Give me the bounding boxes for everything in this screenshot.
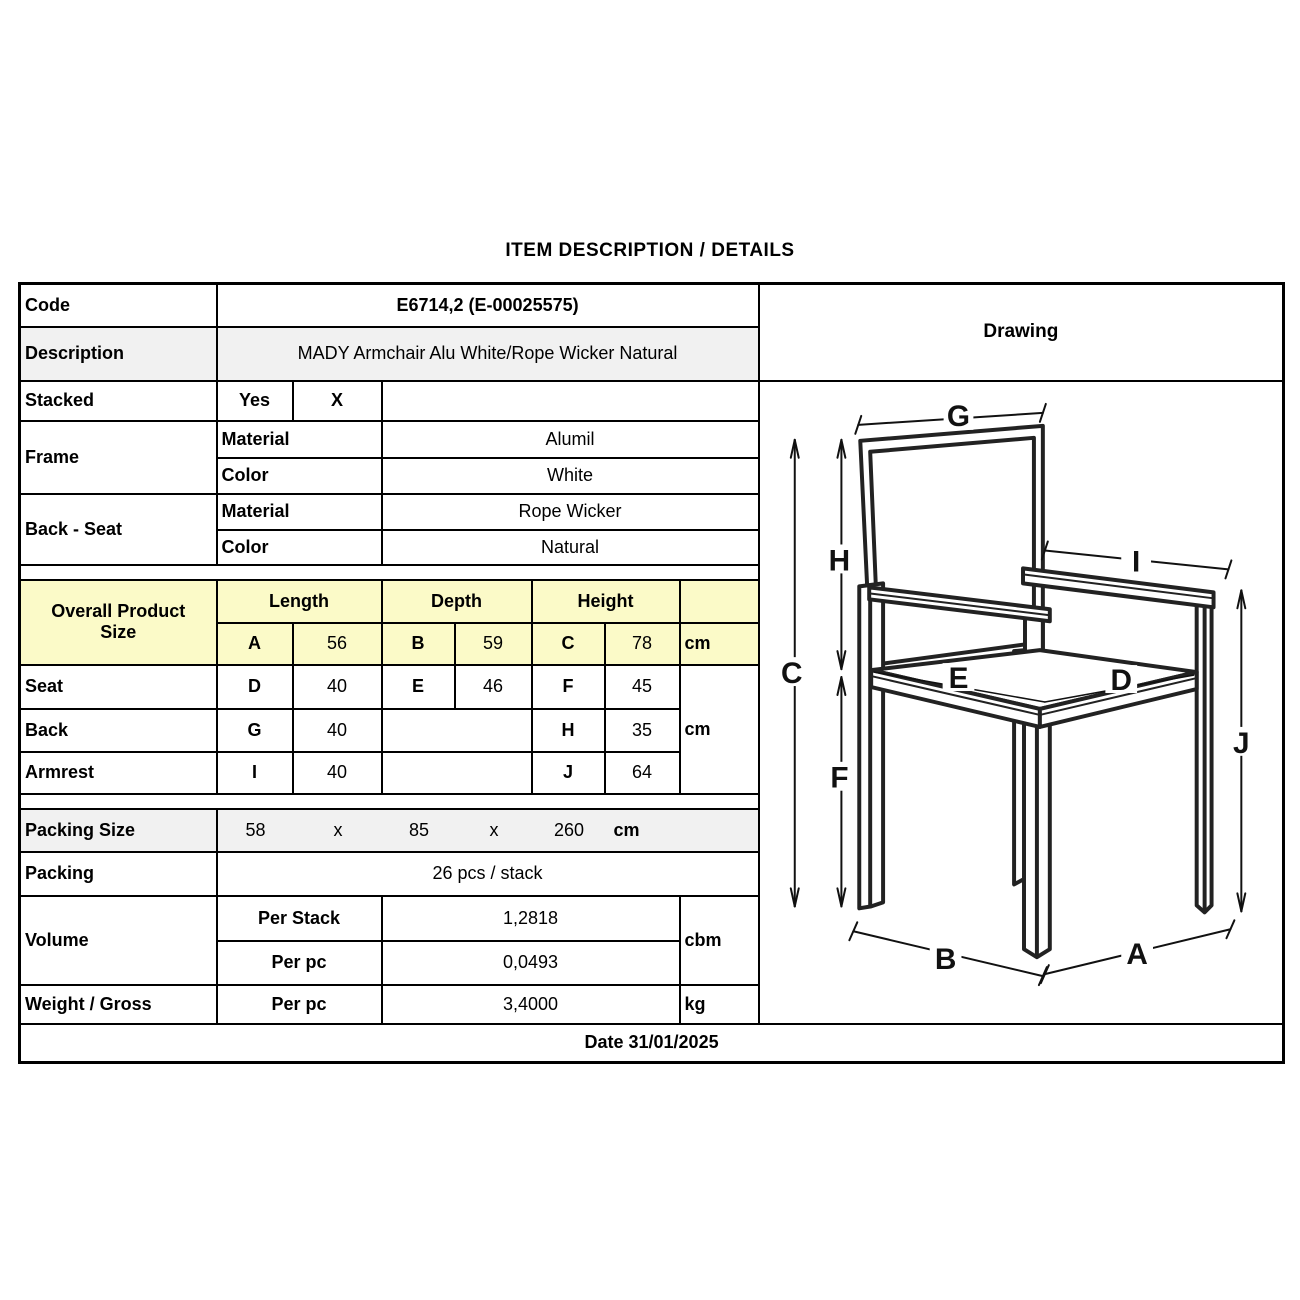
overall-height-key: C (532, 623, 605, 665)
backseat-material-value: Rope Wicker (382, 494, 759, 530)
size-block-unit: cm (680, 665, 759, 794)
packing-size-label: Packing Size (20, 809, 217, 852)
packing-size-v3: 260 (553, 819, 585, 840)
chair-back-outer (860, 425, 1043, 670)
spacer-row (20, 794, 759, 809)
volume-per-pc-value: 0,0493 (382, 941, 680, 985)
armrest-label: Armrest (20, 752, 217, 794)
seat-length-value: 40 (293, 665, 382, 709)
chair-right-armrest (1023, 568, 1214, 607)
weight-unit: kg (680, 985, 759, 1024)
depth-header: Depth (382, 580, 532, 623)
overall-size-label-line2: Size (100, 622, 137, 642)
packing-size-unit: cm (613, 819, 640, 840)
armrest-height-value: 64 (605, 752, 680, 794)
overall-length-value: 56 (293, 623, 382, 665)
armrest-height-key: J (532, 752, 605, 794)
stacked-label: Stacked (20, 381, 217, 421)
packing-size-x2: x (489, 819, 499, 840)
overall-length-key: A (217, 623, 293, 665)
armrest-length-key: I (217, 752, 293, 794)
dim-label-c: C (780, 656, 803, 690)
packing-size-x1: x (333, 819, 343, 840)
seat-length-key: D (217, 665, 293, 709)
volume-unit: cbm (680, 896, 759, 985)
dim-label-g: G (946, 399, 970, 433)
dim-label-i: I (1131, 544, 1140, 578)
seat-height-key: F (532, 665, 605, 709)
overall-height-value: 78 (605, 623, 680, 665)
dim-label-j: J (1232, 726, 1250, 760)
dim-label-e: E (948, 661, 969, 695)
stacked-option: Yes (217, 381, 293, 421)
stacked-empty-cell (382, 381, 759, 421)
armrest-empty-cell (382, 752, 532, 794)
volume-per-stack-label: Per Stack (217, 896, 382, 941)
dim-label-f: F (829, 761, 849, 795)
armrest-length-value: 40 (293, 752, 382, 794)
frame-material-label: Material (217, 421, 382, 458)
backseat-label: Back - Seat (20, 494, 217, 565)
overall-depth-value: 59 (455, 623, 532, 665)
seat-height-value: 45 (605, 665, 680, 709)
overall-size-label-line1: Overall Product (51, 601, 186, 622)
volume-label: Volume (20, 896, 217, 985)
dim-label-b: B (934, 942, 956, 976)
description-value: MADY Armchair Alu White/Rope Wicker Natural (217, 327, 759, 381)
back-label: Back (20, 709, 217, 752)
drawing-title: Drawing (759, 284, 1284, 381)
back-length-value: 40 (293, 709, 382, 752)
height-header: Height (532, 580, 680, 623)
weight-label: Weight / Gross (20, 985, 217, 1024)
back-length-key: G (217, 709, 293, 752)
drawing-cell (759, 381, 1284, 1024)
dim-label-d: D (1110, 663, 1132, 697)
stacked-mark: X (293, 381, 382, 421)
packing-size-values (217, 809, 759, 852)
weight-value: 3,4000 (382, 985, 680, 1024)
packing-size-v1: 58 (245, 819, 266, 840)
weight-per-pc-label: Per pc (217, 985, 382, 1024)
back-empty-cell (382, 709, 532, 752)
packing-size-v2: 85 (408, 819, 430, 840)
volume-per-pc-label: Per pc (217, 941, 382, 985)
packing-value: 26 pcs / stack (217, 852, 759, 896)
code-value: E6714,2 (E-00025575) (217, 284, 759, 327)
size-header-empty (680, 580, 759, 623)
page-title: ITEM DESCRIPTION / DETAILS (505, 240, 795, 261)
back-height-key: H (532, 709, 605, 752)
seat-depth-key: E (382, 665, 455, 709)
armchair-technical-drawing (764, 382, 1284, 1018)
packing-label: Packing (20, 852, 217, 896)
seat-depth-value: 46 (455, 665, 532, 709)
frame-label: Frame (20, 421, 217, 494)
spec-table (18, 282, 1285, 1064)
overall-depth-key: B (382, 623, 455, 665)
back-height-value: 35 (605, 709, 680, 752)
date-row: Date 31/01/2025 (20, 1024, 1284, 1063)
frame-material-value: Alumil (382, 421, 759, 458)
backseat-color-label: Color (217, 530, 382, 565)
seat-label: Seat (20, 665, 217, 709)
spacer-row (20, 565, 759, 580)
description-label: Description (20, 327, 217, 381)
frame-color-value: White (382, 458, 759, 494)
code-label: Code (20, 284, 217, 327)
overall-unit: cm (680, 623, 759, 665)
frame-color-label: Color (217, 458, 382, 494)
backseat-material-label: Material (217, 494, 382, 530)
volume-per-stack-value: 1,2818 (382, 896, 680, 941)
dim-label-a: A (1125, 937, 1148, 971)
dim-label-h: H (828, 543, 850, 577)
backseat-color-value: Natural (382, 530, 759, 565)
overall-size-label (20, 580, 217, 665)
length-header: Length (217, 580, 382, 623)
